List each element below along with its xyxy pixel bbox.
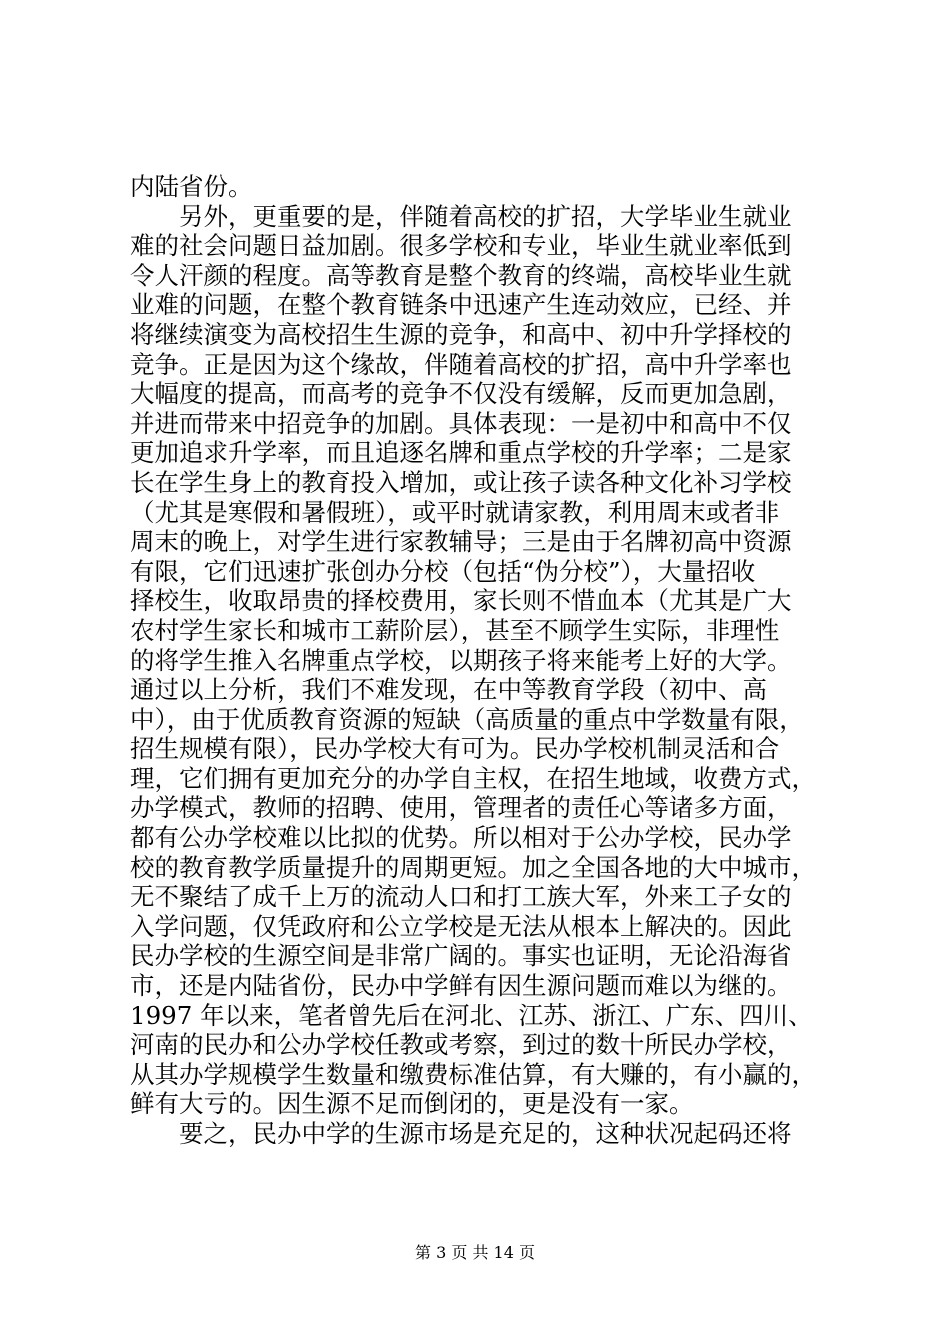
text-line: 无不聚结了成千上万的流动人口和打工族大军，外来工子女的 [130, 882, 792, 912]
text-line: 要之，民办中学的生源市场是充足的，这种状况起码还将 [130, 1119, 792, 1148]
text-line: 办学模式，教师的招聘、使用，管理者的责任心等诸多方面， [130, 793, 792, 823]
text-line: 市，还是内陆省份，民办中学鲜有因生源问题而难以为继的。 [130, 971, 792, 1001]
text-line: 的将学生推入名牌重点学校，以期孩子将来能考上好的大学。 [130, 645, 792, 675]
text-line: 从其办学规模学生数量和缴费标准估算，有大赚的，有小赢的， [130, 1059, 816, 1089]
text-line: 更加追求升学率，而且追逐名牌和重点学校的升学率；二是家 [130, 438, 792, 468]
text-line: 1997 年以来，笔者曾先后在河北、江苏、浙江、广东、四川、 [130, 1000, 813, 1030]
text-line: 鲜有大亏的。因生源不足而倒闭的，更是没有一家。 [130, 1089, 694, 1119]
text-line: 校的教育教学质量提升的周期更短。加之全国各地的大中城市， [130, 852, 816, 882]
text-line: 长在学生身上的教育投入增加，或让孩子读各种文化补习学校 [130, 467, 792, 497]
text-line: 入学问题，仅凭政府和公立学校是无法从根本上解决的。因此 [130, 911, 792, 941]
text-line: 中），由于优质教育资源的短缺（高质量的重点中学数量有限， [130, 704, 804, 734]
text-line: 周末的晚上，对学生进行家教辅导；三是由于名牌初高中资源 [130, 527, 792, 557]
text-line: （尤其是寒假和暑假班），或平时就请家教，利用周末或者非 [130, 497, 780, 527]
text-line: 河南的民办和公办学校任教或考察，到过的数十所民办学校， [130, 1030, 792, 1060]
text-line: 择校生，收取昂贵的择校费用，家长则不惜血本（尤其是广大 [130, 586, 792, 616]
text-line: 大幅度的提高，而高考的竞争不仅没有缓解，反而更加急剧， [130, 379, 792, 409]
text-line: 另外，更重要的是，伴随着高校的扩招，大学毕业生就业 [130, 201, 792, 231]
text-line: 招生规模有限），民办学校大有可为。民办学校机制灵活和合 [130, 734, 780, 764]
text-line: 都有公办学校难以比拟的优势。所以相对于公办学校，民办学 [130, 823, 792, 853]
text-line: 内陆省份。 [130, 172, 253, 201]
text-line: 民办学校的生源空间是非常广阔的。事实也证明，无论沿海省 [130, 941, 792, 971]
text-line: 并进而带来中招竞争的加剧。具体表现：一是初中和高中不仅 [130, 408, 792, 438]
text-line: 竞争。正是因为这个缘故，伴随着高校的扩招，高中升学率也 [130, 349, 792, 379]
text-line: 通过以上分析，我们不难发现，在中等教育学段（初中、高 [130, 675, 767, 705]
text-line: 难的社会问题日益加剧。很多学校和专业，毕业生就业率低到 [130, 231, 792, 261]
text-line: 理，它们拥有更加充分的办学自主权，在招生地域，收费方式， [130, 763, 816, 793]
text-line: 将继续演变为高校招生生源的竞争，和高中、初中升学择校的 [130, 319, 792, 349]
document-body [130, 172, 830, 1149]
text-line: 业难的问题，在整个教育链条中迅速产生连动效应，已经、并 [130, 290, 792, 320]
text-line: 有限，它们迅速扩张创办分校（包括“伪分校”），大量招收 [130, 556, 756, 586]
text-line: 农村学生家长和城市工薪阶层），甚至不顾学生实际，非理性 [130, 615, 780, 645]
page-footer: 第 3 页 共 14 页 [415, 1243, 535, 1262]
text-line: 令人汗颜的程度。高等教育是整个教育的终端，高校毕业生就 [130, 260, 792, 290]
